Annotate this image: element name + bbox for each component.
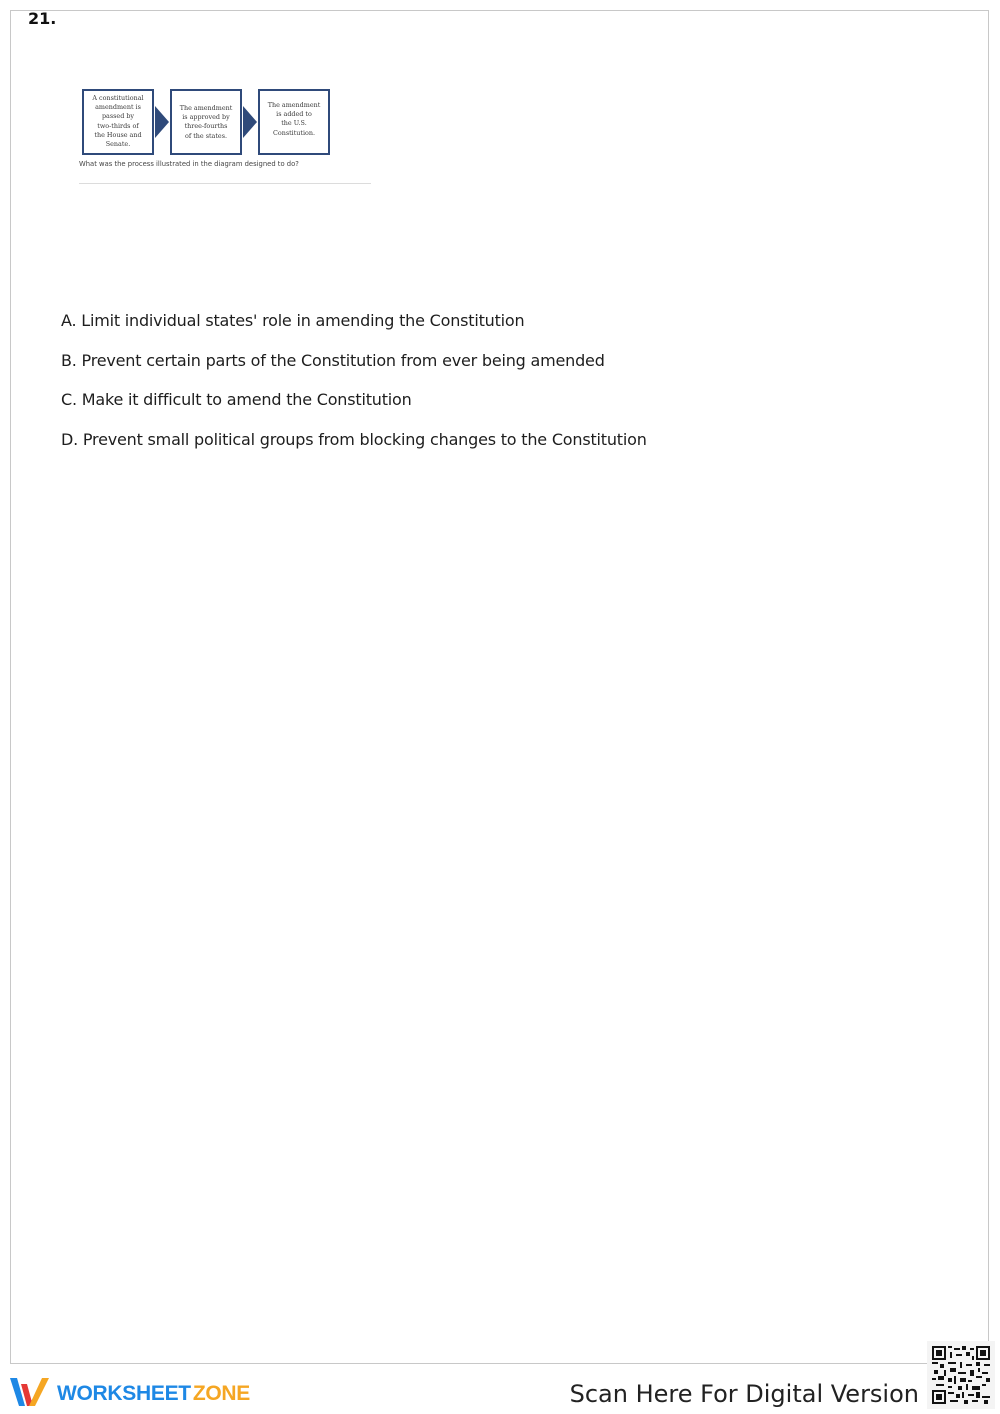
worksheet-frame — [10, 10, 989, 1364]
diagram-step-1-line: two-thirds of — [97, 121, 139, 130]
brand-name-part1: WORKSHEET — [57, 1382, 191, 1405]
diagram-step-2-line: three-fourths — [184, 122, 228, 131]
diagram-step-2-line: The amendment — [179, 104, 233, 112]
diagram-step-3 — [258, 89, 330, 155]
arrow-right-icon — [155, 106, 169, 138]
diagram-step-2 — [170, 89, 242, 155]
diagram-step-3-line: the U.S. — [281, 119, 307, 128]
diagram-step-1-line: the House and — [94, 130, 142, 139]
answer-choice-a[interactable]: A. Limit individual states' role in amending the Constitution — [61, 311, 525, 330]
qr-code-icon[interactable] — [927, 1341, 995, 1409]
brand-name — [57, 1382, 250, 1406]
scan-here-text: Scan Here For Digital Version — [569, 1380, 919, 1408]
brand-name-part2: ZONE — [192, 1382, 250, 1405]
diagram-step-1 — [82, 89, 154, 155]
answer-choice-d[interactable]: D. Prevent small political groups from blocking changes to the Constitution — [61, 430, 647, 449]
diagram-step-3-line: is added to — [276, 110, 312, 119]
diagram-caption: What was the process illustrated in the diagram designed to do? — [79, 160, 299, 168]
worksheetzone-w-logo-icon — [9, 1376, 51, 1410]
diagram-step-2-line: of the states. — [184, 131, 228, 140]
diagram-step-3-line: Constitution. — [272, 128, 316, 137]
qr-code-graphic — [932, 1346, 990, 1404]
diagram-step-1-line: Senate. — [105, 140, 131, 149]
divider — [79, 183, 371, 184]
arrow-right-icon — [243, 106, 257, 138]
answer-choice-b[interactable]: B. Prevent certain parts of the Constitution from ever being amended — [61, 351, 605, 370]
answer-choice-c[interactable]: C. Make it difficult to amend the Constitution — [61, 390, 412, 409]
diagram-step-1-line: passed by — [101, 112, 135, 121]
question-number: 21. — [28, 9, 57, 28]
diagram-step-1-line: amendment is — [95, 103, 141, 112]
diagram-step-1-line: A constitutional — [92, 94, 144, 102]
amendment-process-diagram — [79, 88, 371, 185]
diagram-step-3-line: The amendment — [267, 101, 321, 109]
diagram-step-2-line: is approved by — [182, 113, 230, 122]
